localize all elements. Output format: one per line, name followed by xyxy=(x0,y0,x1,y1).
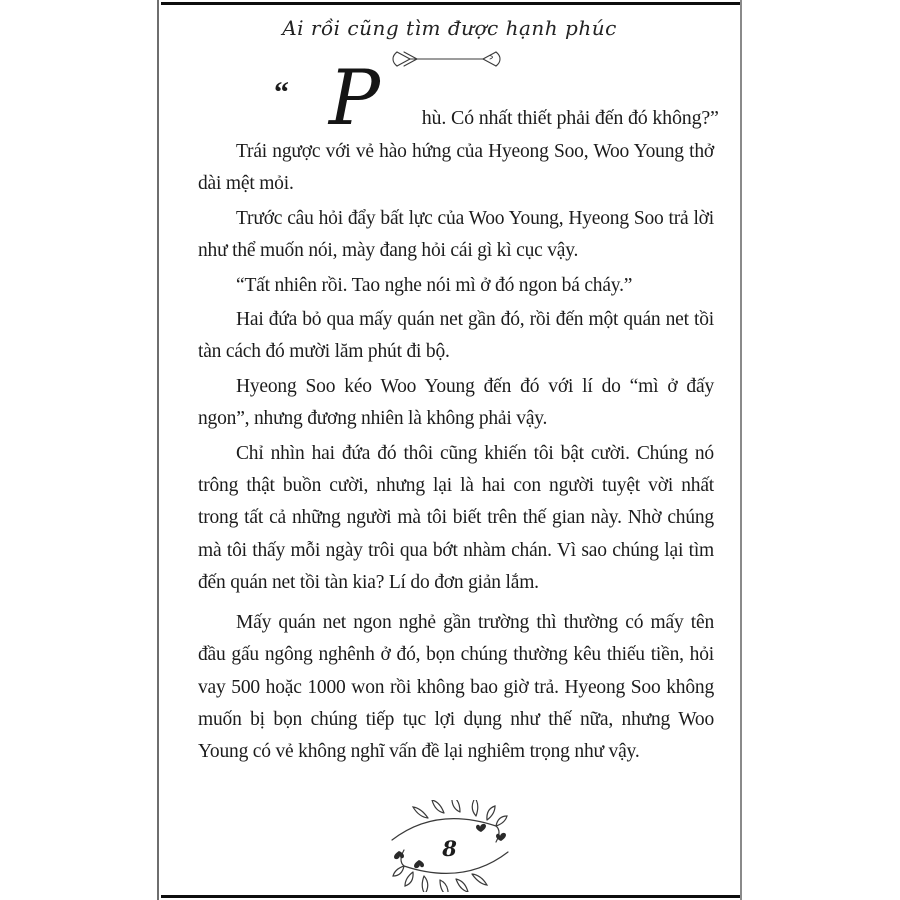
paragraph: Mấy quán net ngon nghẻ gần trường thì thường có mấy tên đầu gấu ngông nghênh ở đó, bọn chúng thường kêu thiếu tiền, hỏi vay 500 hoặc 1000 won rồi không bao giờ trả. Hyeong Soo không muốn bị bọn chúng tiếp tục lợi dụng như thế nữa, nhưng Woo Young có vẻ không nghĩ vấn đề lại nghiêm trọng như vậy. xyxy=(198,611,714,763)
paragraph: Hai đứa bỏ qua mấy quán net gần đó, rồi đến một quán net tồi tàn cách đó mười lăm phút đi bộ. xyxy=(198,309,714,363)
page-frame-top-rule xyxy=(161,2,740,5)
running-header-title: Ai rồi cũng tìm được hạnh phúc xyxy=(282,16,617,40)
page-number: 8 xyxy=(442,836,457,861)
page xyxy=(157,0,742,900)
paragraph: Hyeong Soo kéo Woo Young đến đó với lí do “mì ở đấy ngon”, nhưng đương nhiên là không phải vậy. xyxy=(198,375,714,430)
opening-paragraph xyxy=(198,53,719,142)
page-frame-bottom-rule xyxy=(161,895,740,898)
opening-paragraph-text: hù. Có nhất thiết phải đến đó không?” xyxy=(421,107,719,129)
paragraph: “Tất nhiên rồi. Tao nghe nói mì ở đó ngon bá cháy.” xyxy=(236,274,633,296)
paragraph: Trái ngược với vẻ hào hứng của Hyeong Soo, Woo Young thở dài mệt mỏi. xyxy=(198,141,714,195)
body-text xyxy=(198,53,719,771)
paragraph: Trước câu hỏi đẩy bất lực của Woo Young, Hyeong Soo trả lời như thể muốn nói, mày đang hỏi cái gì kì cục vậy. xyxy=(198,207,714,262)
opening-quote-mark: “ xyxy=(274,76,289,109)
dropcap-letter: P xyxy=(328,53,380,142)
paragraph: Chỉ nhìn hai đứa đó thôi cũng khiến tôi bật cười. Chúng nó trông thật buồn cười, nhưng lại là hai con người tuyệt vời nhất trong tất cả những người mà tôi biết trên thế gian này. Nhờ chúng mà tôi thấy mỗi ngày trôi qua bớt nhàm chán. Vì sao chúng lại tìm đến quán net tồi tàn kia? Lí do đơn giản lắm. xyxy=(198,442,714,594)
